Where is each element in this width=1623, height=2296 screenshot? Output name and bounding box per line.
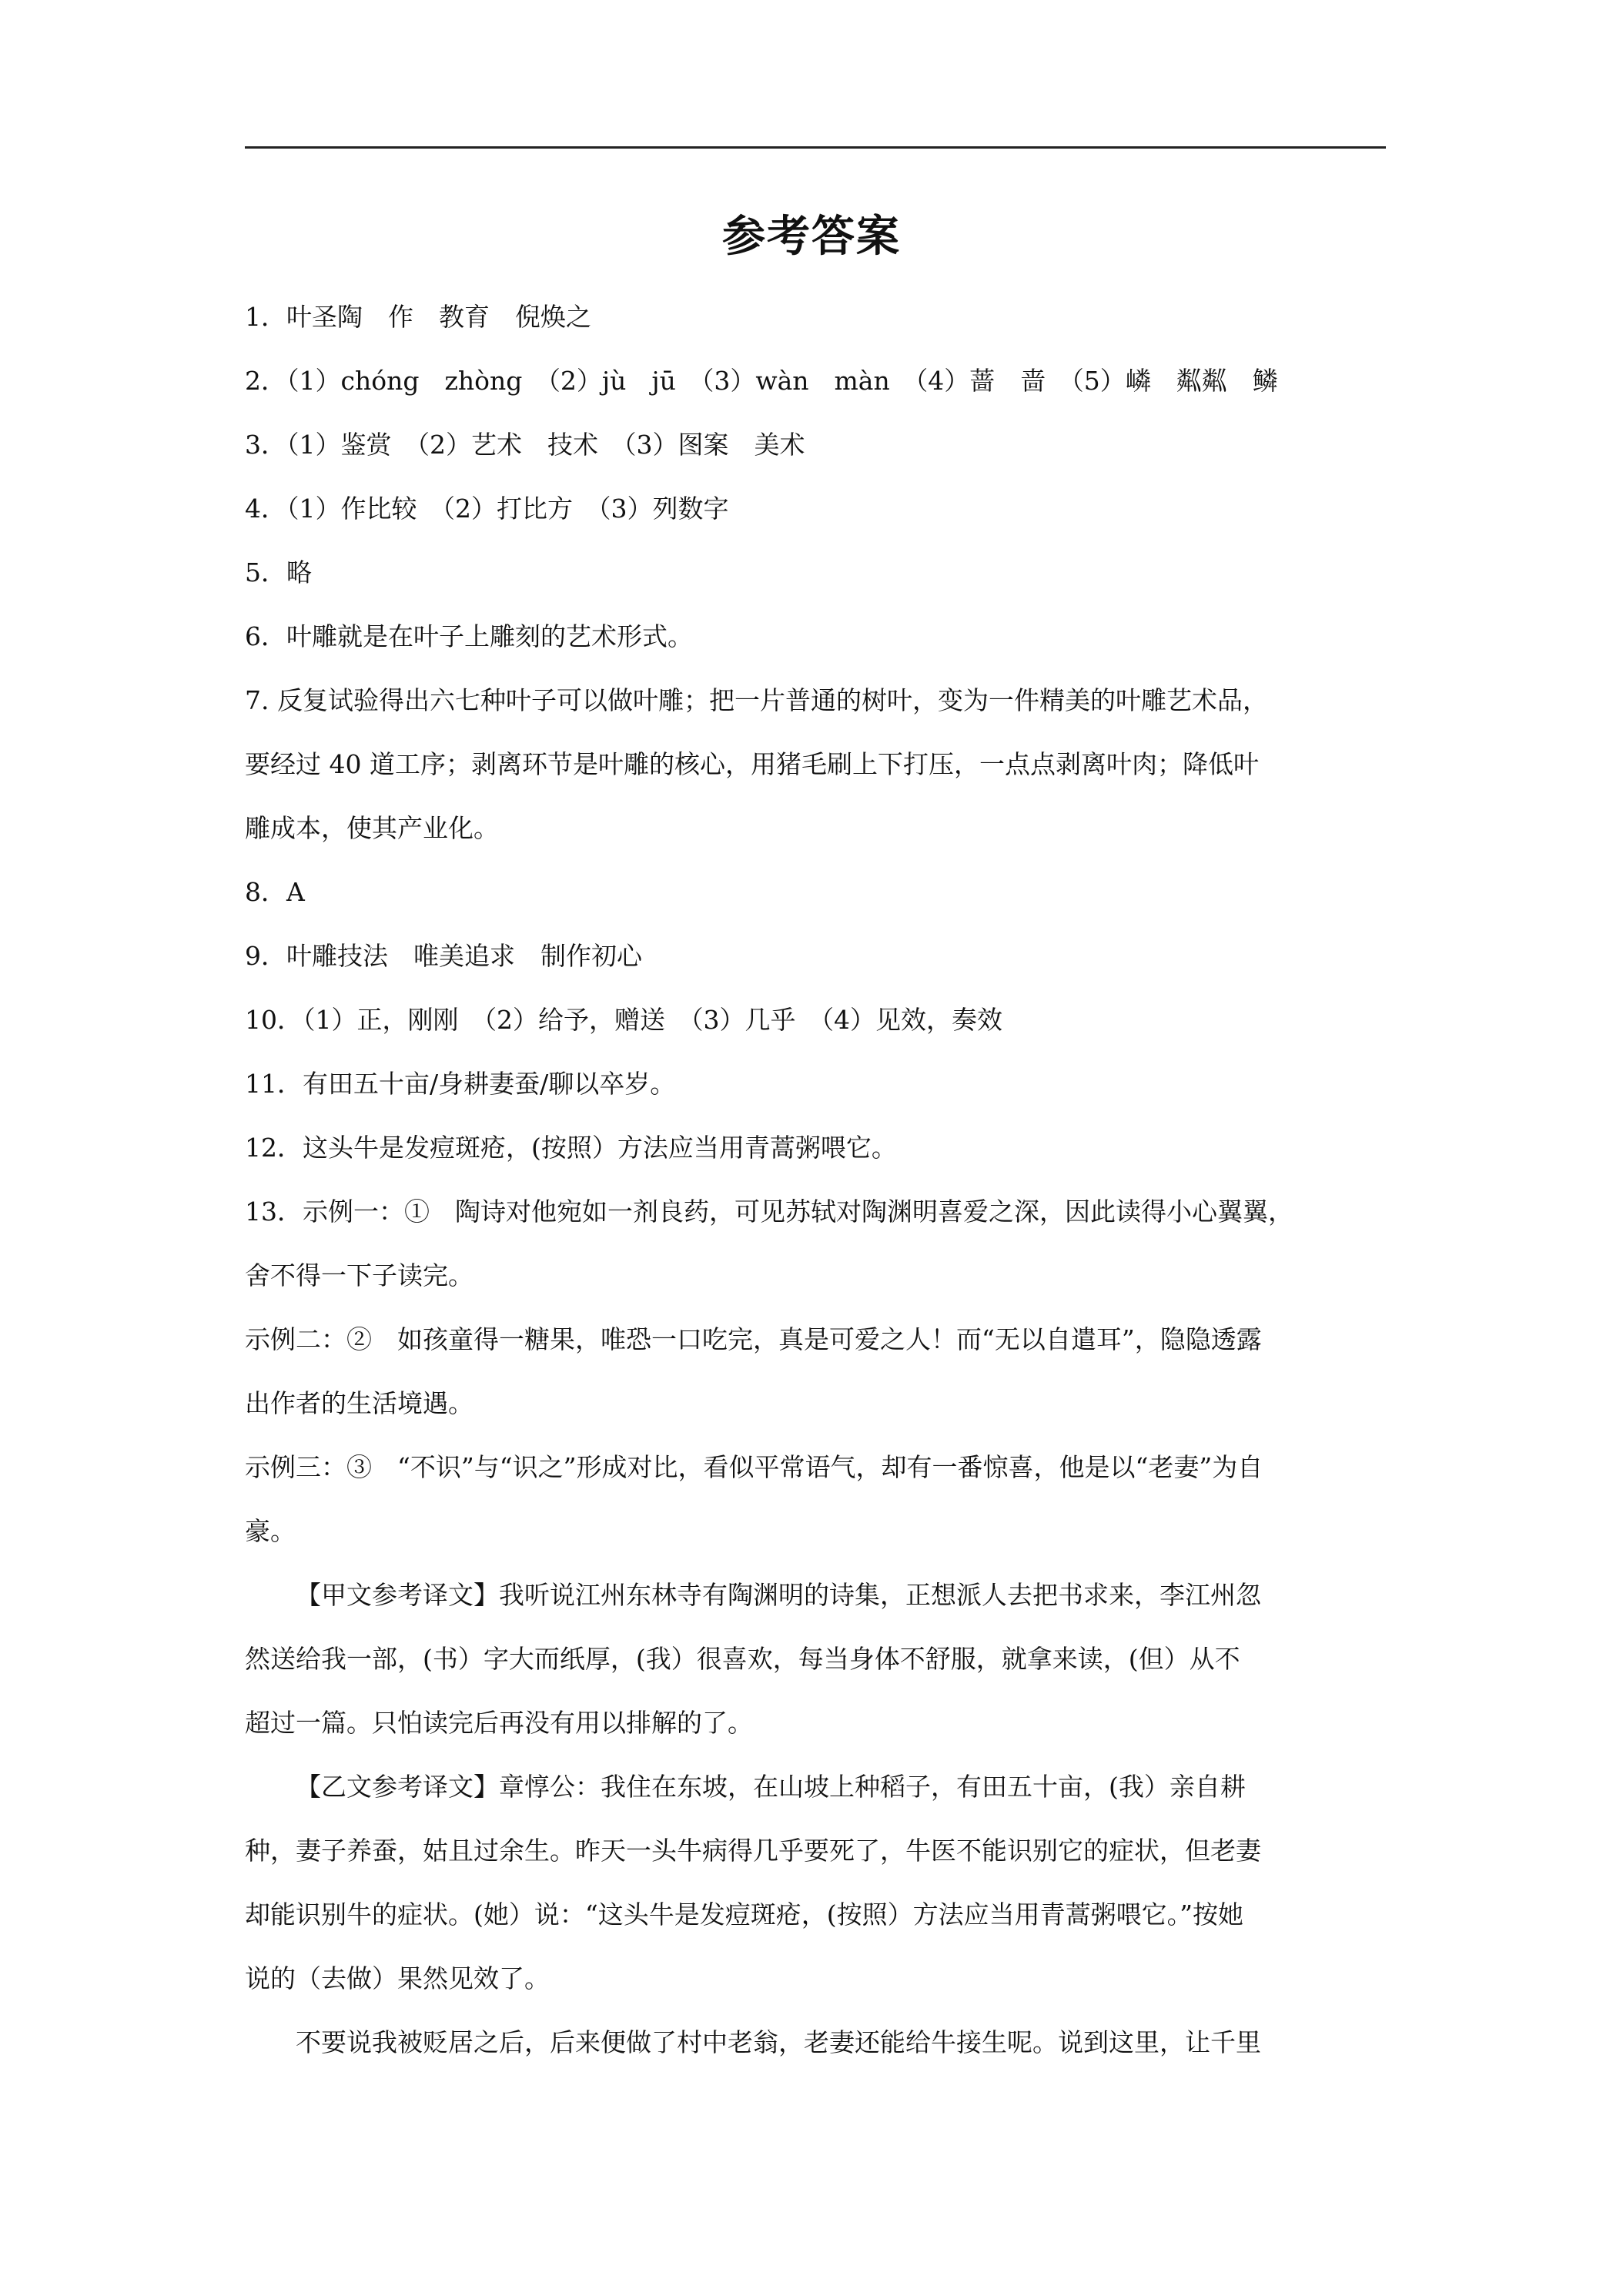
answer-13-line-1: 13．示例一：① 陶诗对他宛如一剂良药，可见苏轼对陶渊明喜爱之深，因此读得小心翼翼， — [245, 1197, 1293, 1227]
answer-9: 9．叶雕技法 唯美追求 制作初心 — [245, 941, 642, 971]
answer-8: 8．A — [245, 877, 305, 907]
translation-b-line-3: 却能识别牛的症状。(她）说：“这头牛是发痘斑疮，(按照）方法应当用青蒿粥喂它。”按她 — [245, 1899, 1243, 1930]
answer-11: 11．有田五十亩/身耕妻蚕/聊以卒岁。 — [245, 1069, 676, 1099]
translation-a-line-1: 【甲文参考译文】我听说江州东林寺有陶渊明的诗集，正想派人去把书求来，李江州忽 — [296, 1580, 1261, 1610]
translation-a-line-3: 超过一篇。只怕读完后再没有用以排解的了。 — [245, 1708, 753, 1738]
translation-b-line-5: 不要说我被贬居之后，后来便做了村中老翁，老妻还能给牛接生呢。说到这里，让千里 — [296, 2027, 1261, 2057]
translation-a-line-2: 然送给我一部，(书）字大而纸厚，(我）很喜欢，每当身体不舒服，就拿来读，(但）从不 — [245, 1644, 1240, 1674]
answer-3: 3．（1）鉴赏 （2）艺术 技术 （3）图案 美术 — [245, 430, 805, 460]
translation-b-line-4: 说的（去做）果然见效了。 — [245, 1963, 550, 1993]
answer-body — [245, 285, 1386, 2074]
answer-13-line-2: 舍不得一下子读完。 — [245, 1260, 474, 1290]
page-title: 参考答案 — [722, 212, 901, 262]
answer-12: 12．这头牛是发痘斑疮，(按照）方法应当用青蒿粥喂它。 — [245, 1133, 897, 1163]
translation-b-line-2: 种，妻子养蚕，姑且过余生。昨天一头牛病得几乎要死了，牛医不能识别它的症状，但老妻 — [245, 1836, 1261, 1866]
translation-b-line-1: 【乙文参考译文】章惇公：我住在东坡，在山坡上种稻子，有田五十亩，(我）亲自耕 — [296, 1772, 1246, 1802]
example-3-line-1: 示例三：③ “不识”与“识之”形成对比，看似平常语气，却有一番惊喜，他是以“老妻”为自 — [245, 1452, 1263, 1482]
answer-4: 4．（1）作比较 （2）打比方 （3）列数字 — [245, 494, 729, 524]
header-rule — [245, 146, 1386, 149]
answer-1: 1．叶圣陶 作 教育 倪焕之 — [245, 302, 591, 332]
answer-2: 2．（1）chóng zhòng （2）jù jū （3）wàn màn （4）蔷 啬 （5）嶙 粼粼 鳞 — [245, 366, 1278, 396]
example-3-line-2: 豪。 — [245, 1516, 296, 1546]
answer-6: 6．叶雕就是在叶子上雕刻的艺术形式。 — [245, 621, 693, 651]
example-2-line-2: 出作者的生活境遇。 — [245, 1388, 474, 1418]
answer-10: 10．（1）正，刚刚 （2）给予，赠送 （3）几乎 （4）见效，奏效 — [245, 1005, 1002, 1035]
example-2-line-1: 示例二：② 如孩童得一糖果，唯恐一口吃完，真是可爱之人！而“无以自遣耳”，隐隐透露 — [245, 1324, 1262, 1354]
answer-5: 5．略 — [245, 557, 312, 587]
answer-7-line-3: 雕成本，使其产业化。 — [245, 813, 499, 843]
answer-7-line-2: 要经过 40 道工序；剥离环节是叶雕的核心，用猪毛刷上下打压，一点点剥离叶肉；降低叶 — [245, 749, 1259, 779]
answer-7-line-1: 7. 反复试验得出六七种叶子可以做叶雕；把一片普通的树叶，变为一件精美的叶雕艺术品， — [245, 685, 1268, 715]
